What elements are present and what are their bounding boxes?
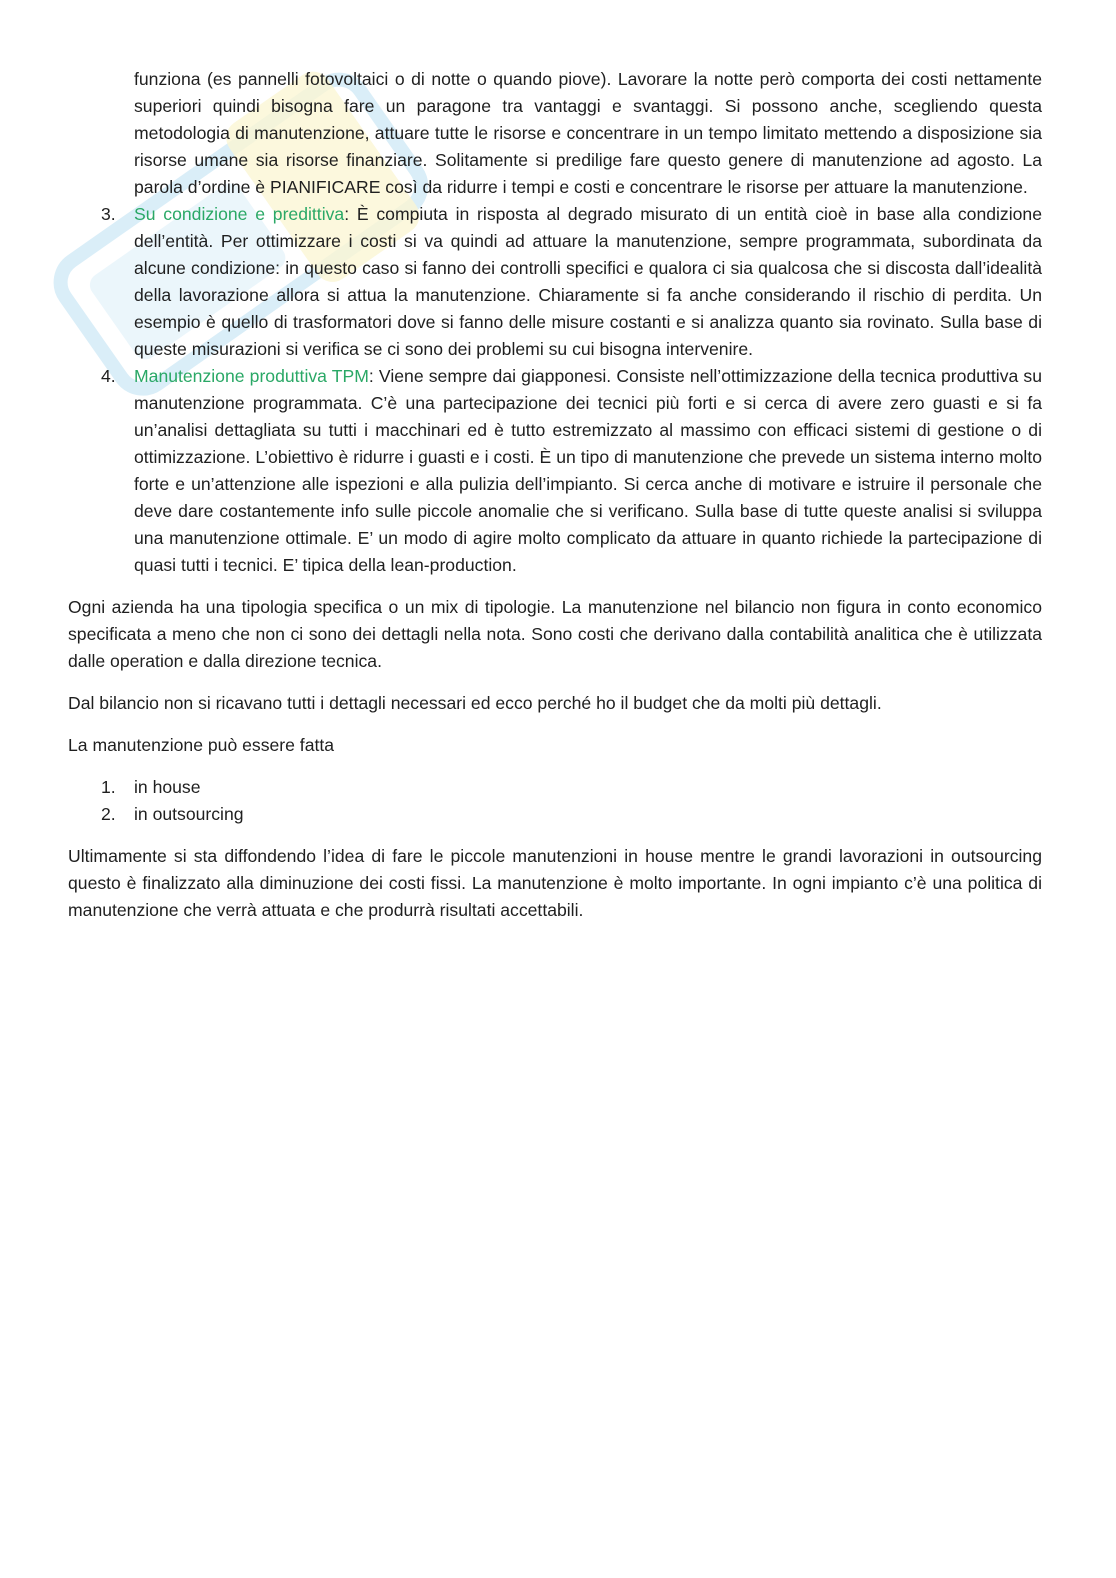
list-text: in outsourcing bbox=[134, 804, 244, 824]
paragraph: Dal bilancio non si ricavano tutti i dettagli necessari ed ecco perché ho il budget che da molti più dettagli. bbox=[68, 693, 882, 713]
list-text: in house bbox=[134, 777, 201, 797]
options-list bbox=[68, 774, 1042, 828]
list-number: 4. bbox=[101, 366, 116, 386]
list-item bbox=[68, 801, 1042, 828]
list-term: Su condizione e predittiva bbox=[134, 204, 345, 224]
paragraph: La manutenzione può essere fatta bbox=[68, 735, 335, 755]
list-text: : È compiuta in risposta al degrado misurato di un entità cioè in base alla condizione dell’entità. Per ottimizzare i costi si va quindi ad attuare la manutenzione, sempre programmata, subordinata da alcune condizione: in questo caso si fanno dei controlli specifici e qualora ci sia qualcosa che si discosta dall’idealità della lavorazione allora si attua la manutenzione. Chiaramente si fa anche considerando il rischio di perdita. Un esempio è quello di trasformatori dove si fanno delle misure costanti e si analizza quanto sia rovinato. Sulla base di queste misurazioni si verifica se ci sono dei problemi su cui bisogna intervenire. bbox=[134, 204, 1042, 359]
list-number: 3. bbox=[101, 204, 116, 224]
list-number: 2. bbox=[101, 804, 116, 824]
list-text: : Viene sempre dai giapponesi. Consiste nell’ottimizzazione della tecnica produttiva su manutenzione programmata. C’è una partecipazione dei tecnici più forti e si cerca di avere zero guasti e si fa un’analisi dettagliata su tutti i macchinari ed è tutto estremizzato al massimo con efficaci sistemi di gestione o di ottimizzazione. L’obiettivo è ridurre i guasti e i costi. È un tipo di manutenzione che prevede un sistema interno molto forte e un’attenzione alle ispezioni e alla pulizia dell’impianto. Si cerca anche di motivare e istruire il personale che deve dare costantemente info sulle piccole anomalie che si verificano. Sulla base di tutte queste analisi si sviluppa una manutenzione ottimale. E’ un modo di agire molto complicato da attuare in quanto richiede la partecipazione di quasi tutti i tecnici. E’ tipica della lean-production. bbox=[134, 366, 1043, 575]
list-number: 1. bbox=[101, 777, 116, 797]
list-item bbox=[68, 201, 1042, 363]
document-body bbox=[68, 66, 1042, 924]
maintenance-types-list bbox=[68, 201, 1042, 579]
continuation-paragraph: funziona (es pannelli fotovoltaici o di notte o quando piove). Lavorare la notte però comporta dei costi nettamente superiori quindi bisogna fare un paragone tra vantaggi e svantaggi. Si possono anche, scegliendo questa metodologia di manutenzione, attuare tutte le risorse e concentrare in un tempo limitato mettendo a disposizione sia risorse umane sia risorse finanziare. Solitamente si predilige fare questo genere di manutenzione ad agosto. La parola d’ordine è PIANIFICARE così da ridurre i tempi e costi e concentrare le risorse per attuare la manutenzione. bbox=[134, 69, 1042, 197]
paragraph: Ultimamente si sta diffondendo l’idea di fare le piccole manutenzioni in house mentre le grandi lavorazioni in outsourcing questo è finalizzato alla diminuzione dei costi fissi. La manutenzione è molto importante. In ogni impianto c’è una politica di manutenzione che verrà attuata e che produrrà risultati accettabili. bbox=[68, 846, 1042, 920]
paragraph: Ogni azienda ha una tipologia specifica o un mix di tipologie. La manutenzione nel bilancio non figura in conto economico specificata a meno che non ci sono dei dettagli nella nota. Sono costi che derivano dalla contabilità analitica che è utilizzata dalle operation e dalla direzione tecnica. bbox=[68, 597, 1042, 671]
list-item bbox=[68, 363, 1042, 579]
list-term: Manutenzione produttiva TPM bbox=[134, 366, 369, 386]
list-item bbox=[68, 774, 1042, 801]
